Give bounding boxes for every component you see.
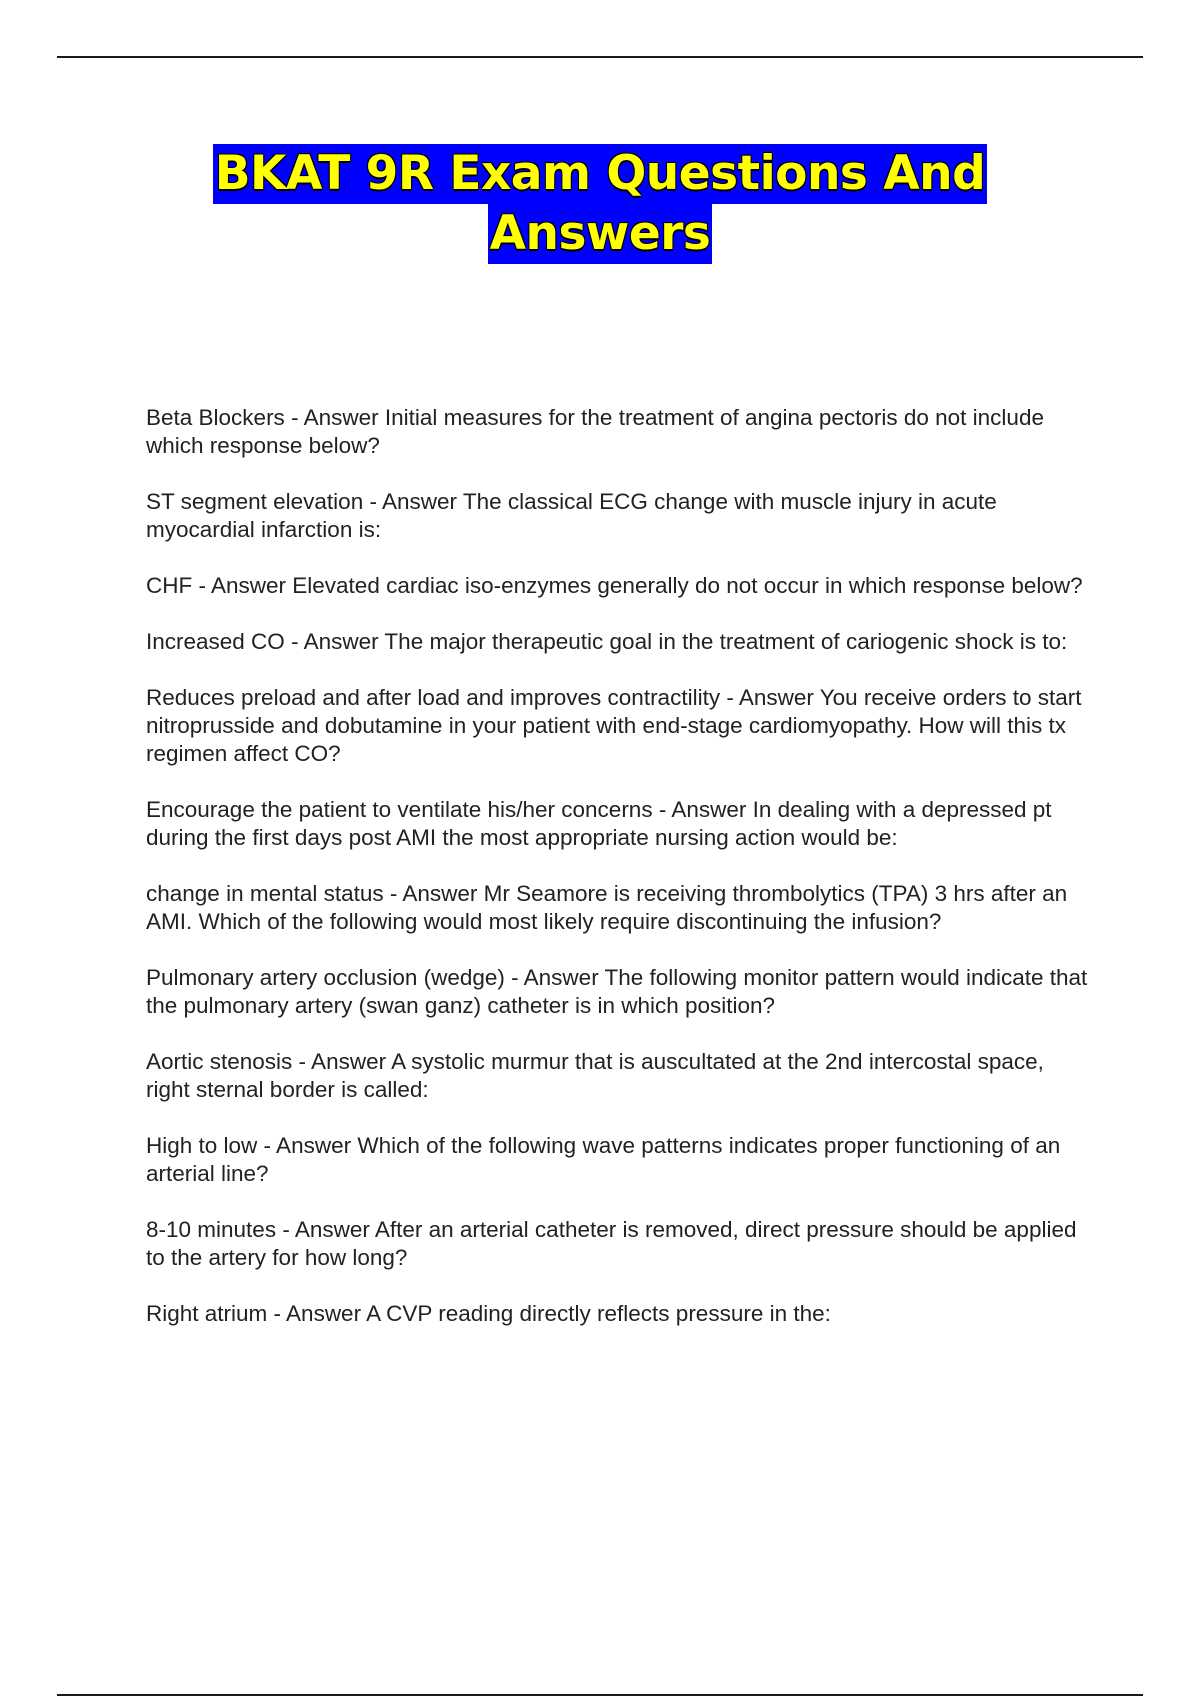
qa-item: ST segment elevation - Answer The classical ECG change with muscle injury in acute myocardial infarction is: [146, 489, 997, 542]
title-line-2: Answers [488, 204, 713, 264]
qa-item: change in mental status - Answer Mr Seamore is receiving thrombolytics (TPA) 3 hrs after an AMI. Which of the following would most likely require discontinuing the infusion? [146, 881, 1068, 934]
question-answer-list [146, 404, 1092, 1356]
qa-item: High to low - Answer Which of the following wave patterns indicates proper functioning of an arterial line? [146, 1133, 1061, 1186]
qa-item: Aortic stenosis - Answer A systolic murmur that is auscultated at the 2nd intercostal space, right sternal border is called: [146, 1049, 1044, 1102]
qa-item: Reduces preload and after load and improves contractility - Answer You receive orders to start nitroprusside and dobutamine in your patient with end-stage cardiomyopathy. How will this tx regimen affect CO? [146, 685, 1082, 766]
title-line-1: BKAT 9R Exam Questions And [213, 144, 988, 204]
bottom-horizontal-rule [57, 1694, 1143, 1696]
top-horizontal-rule [57, 56, 1143, 58]
qa-item: CHF - Answer Elevated cardiac iso-enzymes generally do not occur in which response below? [146, 573, 1083, 598]
qa-item: 8-10 minutes - Answer After an arterial catheter is removed, direct pressure should be applied to the artery for how long? [146, 1217, 1077, 1270]
document-title [0, 144, 1200, 264]
qa-item: Encourage the patient to ventilate his/her concerns - Answer In dealing with a depressed pt during the first days post AMI the most appropriate nursing action would be: [146, 797, 1052, 850]
qa-item: Right atrium - Answer A CVP reading directly reflects pressure in the: [146, 1301, 831, 1326]
qa-item: Beta Blockers - Answer Initial measures for the treatment of angina pectoris do not include which response below? [146, 405, 1044, 458]
qa-item: Pulmonary artery occlusion (wedge) - Answer The following monitor pattern would indicate that the pulmonary artery (swan ganz) catheter is in which position? [146, 965, 1088, 1018]
qa-item: Increased CO - Answer The major therapeutic goal in the treatment of cariogenic shock is to: [146, 629, 1068, 654]
